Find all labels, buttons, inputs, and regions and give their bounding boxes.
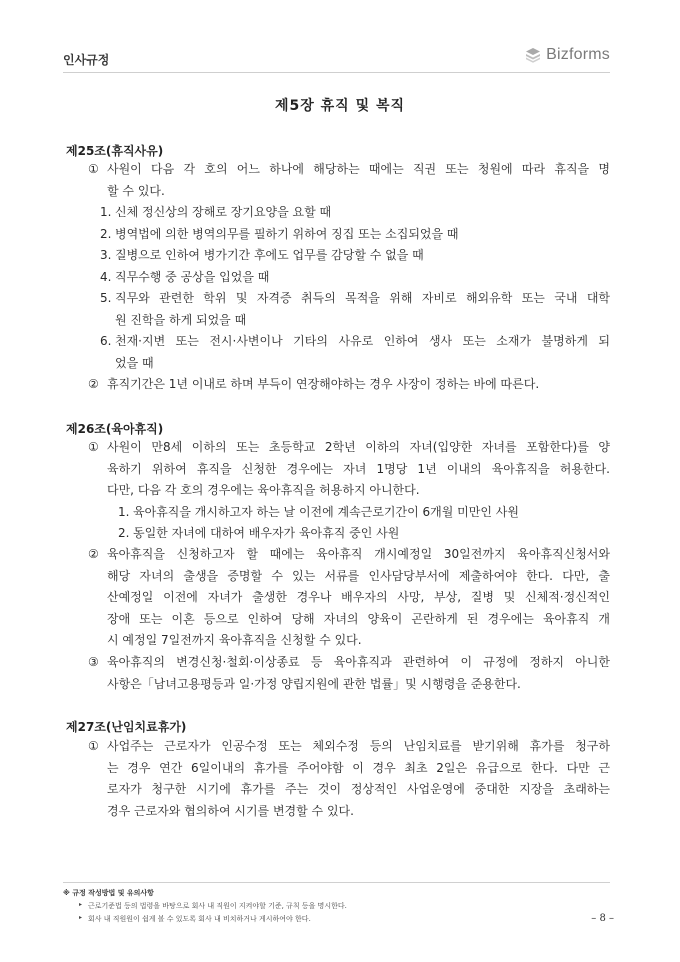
page-number: – 8 – — [591, 913, 614, 924]
footer-note-2 — [79, 914, 311, 924]
article-26-item-2 — [118, 523, 610, 545]
article-27-paragraph-1 — [88, 736, 610, 822]
text-line: 해당 자녀의 출생을 증명할 수 있는 서류를 인사담당부서에 제출하여야 한다. 다만, 출 — [107, 568, 610, 583]
item-text: 동일한 자녀에 대하여 배우자가 육아휴직 중인 사원 — [133, 526, 400, 540]
footer-heading: ※ 규정 작성방법 및 유의사항 — [63, 889, 154, 897]
text-line: 육아휴직의 변경신청·철회·이상종료 등 육아휴직과 관련하여 이 규정에 정하지 아니한 — [107, 655, 610, 669]
article-26-item-1 — [118, 502, 610, 524]
item-text: 었을 때 — [115, 355, 154, 370]
text-line: 로자가 청구한 시기에 휴가를 주는 것이 정상적인 사업운영에 중대한 지장을 초래하는 — [107, 782, 610, 796]
item-number: 1. — [118, 505, 130, 519]
chapter-title: 제5장 휴직 및 복직 — [274, 98, 406, 114]
item-text: 병역법에 의한 병역의무를 필하기 위하여 징집 또는 소집되었을 때 — [115, 227, 459, 241]
text-line: 사항은「남녀고용평등과 일·가정 양립지원에 관한 법률」및 시행령을 준용한다. — [107, 676, 521, 691]
circled-number-3: ③ — [88, 655, 99, 669]
item-text: 천재·지변 또는 전시·사변이나 기타의 사유로 인하여 생사 또는 소재가 불명하게 되 — [115, 334, 610, 348]
article-25-paragraph-2 — [88, 374, 610, 396]
header-category: 인사규정 — [63, 53, 110, 67]
header-divider — [63, 72, 610, 73]
footer-divider — [63, 882, 610, 883]
bullet-triangle-icon: ▸ — [79, 901, 83, 908]
article-26-title: 제26조(육아휴직) — [66, 422, 164, 436]
item-number: 2. — [118, 526, 130, 540]
article-25-item-5 — [100, 288, 610, 331]
item-number: 5. — [100, 291, 112, 305]
article-27-title: 제27조(난임치료휴가) — [66, 720, 187, 734]
item-text: 육아휴직을 개시하고자 하는 날 이전에 계속근로기간이 6개월 미만인 사원 — [133, 505, 519, 519]
item-number: 3. — [100, 248, 112, 262]
text-line: 사원이 다음 각 호의 어느 하나에 해당하는 때에는 직권 또는 청원에 따라 휴직을 명 — [107, 162, 610, 176]
article-26-paragraph-1 — [88, 437, 610, 502]
text-line: 할 수 있다. — [107, 183, 165, 198]
text-line: 는 경우 연간 6일이내의 휴가를 주어야함 이 경우 최초 2일은 유급으로 한다. 다만 근 — [107, 760, 610, 775]
brand-name: Bizforms — [546, 46, 610, 63]
article-25-title: 제25조(휴직사유) — [66, 144, 164, 158]
article-25-item-3 — [100, 245, 610, 267]
article-26-paragraph-2 — [88, 544, 610, 652]
item-text: 직무수행 중 공상을 입었을 때 — [115, 270, 270, 284]
article-25-item-1 — [100, 202, 610, 224]
circled-number-1: ① — [88, 739, 99, 753]
footer-note-text: 근로기준법 등의 법령을 바탕으로 회사 내 직원이 지켜야할 기준, 규칙 등을 명시한다. — [88, 902, 347, 910]
item-number: 2. — [100, 227, 112, 241]
item-number: 4. — [100, 270, 112, 284]
bullet-triangle-icon: ▸ — [79, 914, 83, 921]
item-text: 질병으로 인하여 병가기간 후에도 업무를 감당할 수 없을 때 — [115, 248, 424, 262]
footer-note-text: 회사 내 직원원이 쉽게 볼 수 있도록 회사 내 비치하거나 게시하여야 한다. — [88, 915, 311, 923]
text-line: 사업주는 근로자가 인공수정 또는 체외수정 등의 난임치료를 받기위해 휴가를 청구하 — [107, 739, 610, 753]
brand-logo — [525, 46, 610, 64]
text-line: 육하기 위하여 휴직을 신청한 경우에는 자녀 1명당 1년 이내의 육아휴직을 허용한다. — [107, 461, 610, 476]
article-25-item-2 — [100, 224, 610, 246]
item-text: 원 진학을 하게 되었을 때 — [115, 312, 247, 327]
text-line: 경우 근로자와 협의하여 시기를 변경할 수 있다. — [107, 803, 354, 818]
text-line: 시 예정일 7일전까지 육아휴직을 신청할 수 있다. — [107, 633, 362, 647]
circled-number-2: ② — [88, 547, 99, 561]
item-number: 6. — [100, 334, 112, 348]
article-26-paragraph-3 — [88, 652, 610, 695]
text-line: 장애 또는 이혼 등으로 인하여 당해 자녀의 양육이 곤란하게 된 경우에는 육아휴직 개 — [107, 611, 610, 626]
circled-number-1: ① — [88, 162, 99, 176]
footer-note-1 — [79, 901, 347, 911]
article-25-paragraph-1 — [88, 159, 610, 202]
text-line: 사원이 만8세 이하의 또는 초등학교 2학년 이하의 자녀(입양한 자녀를 포함한다)를 양 — [107, 440, 610, 454]
item-text: 직무와 관련한 학위 및 자격증 취득의 목적을 위해 자비로 해외유학 또는 국내 대학 — [115, 291, 610, 305]
article-25-item-4 — [100, 267, 610, 289]
bizforms-logo-icon — [525, 47, 541, 63]
circled-number-1: ① — [88, 440, 99, 454]
text-line: 산예정일 이전에 자녀가 출생한 경우나 배우자의 사망, 부상, 질병 및 신체적·정신적인 — [107, 590, 610, 604]
text-line: 다만, 다음 각 호의 경우에는 육아휴직을 허용하지 아니한다. — [107, 483, 420, 497]
text-line: 휴직기간은 1년 이내로 하며 부득이 연장해야하는 경우 사장이 정하는 바에 따른다. — [107, 377, 540, 391]
text-line: 육아휴직을 신청하고자 할 때에는 육아휴직 개시예정일 30일전까지 육아휴직신청서와 — [107, 547, 610, 561]
item-number: 1. — [100, 205, 112, 219]
circled-number-2: ② — [88, 377, 99, 391]
article-25-item-6 — [100, 331, 610, 374]
item-text: 신체 정신상의 장해로 장기요양을 요할 때 — [115, 205, 332, 219]
